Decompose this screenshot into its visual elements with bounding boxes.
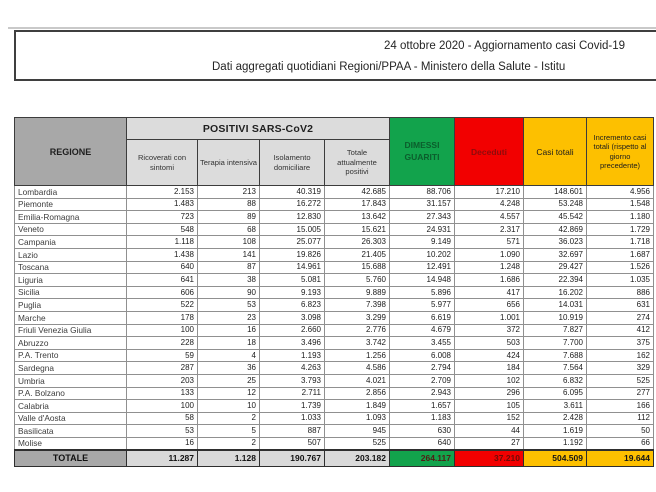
table-row <box>15 349 654 362</box>
value-cell: 22.394 <box>524 274 587 287</box>
col-header-incremento: Incremento casi totali (rispetto al giorno precedente) <box>587 118 654 186</box>
value-cell: 296 <box>455 387 524 400</box>
value-cell: 1.718 <box>587 236 654 249</box>
value-cell: 12 <box>198 387 260 400</box>
value-cell: 417 <box>455 286 524 299</box>
value-cell: 16.272 <box>260 198 325 211</box>
value-cell: 184 <box>455 362 524 375</box>
table-row <box>15 211 654 224</box>
value-cell: 19.826 <box>260 248 325 261</box>
value-cell: 31.157 <box>390 198 455 211</box>
value-cell: 16 <box>127 437 198 450</box>
value-cell: 6.823 <box>260 299 325 312</box>
value-cell: 108 <box>198 236 260 249</box>
value-cell: 44 <box>455 425 524 438</box>
value-cell: 3.455 <box>390 337 455 350</box>
total-incremento: 19.644 <box>587 450 654 467</box>
value-cell: 1.739 <box>260 400 325 413</box>
table-row <box>15 425 654 438</box>
value-cell: 2.943 <box>390 387 455 400</box>
value-cell: 45.542 <box>524 211 587 224</box>
region-name: Liguria <box>15 274 127 287</box>
value-cell: 27.343 <box>390 211 455 224</box>
title-box <box>14 30 656 81</box>
value-cell: 27 <box>455 437 524 450</box>
value-cell: 4.557 <box>455 211 524 224</box>
value-cell: 38 <box>198 274 260 287</box>
col-header-terapia-intensiva: Terapia intensiva <box>198 140 260 186</box>
value-cell: 16.202 <box>524 286 587 299</box>
value-cell: 14.948 <box>390 274 455 287</box>
value-cell: 25.077 <box>260 236 325 249</box>
region-name: P.A. Bolzano <box>15 387 127 400</box>
value-cell: 40.319 <box>260 186 325 199</box>
col-header-regione: REGIONE <box>15 118 127 186</box>
value-cell: 1.093 <box>325 412 390 425</box>
table-row <box>15 311 654 324</box>
value-cell: 1.548 <box>587 198 654 211</box>
value-cell: 4.263 <box>260 362 325 375</box>
value-cell: 50 <box>587 425 654 438</box>
value-cell: 89 <box>198 211 260 224</box>
value-cell: 1.256 <box>325 349 390 362</box>
value-cell: 23 <box>198 311 260 324</box>
value-cell: 3.611 <box>524 400 587 413</box>
value-cell: 274 <box>587 311 654 324</box>
value-cell: 42.869 <box>524 223 587 236</box>
value-cell: 5.081 <box>260 274 325 287</box>
region-name: Friuli Venezia Giulia <box>15 324 127 337</box>
value-cell: 1.183 <box>390 412 455 425</box>
value-cell: 2.776 <box>325 324 390 337</box>
value-cell: 4 <box>198 349 260 362</box>
col-header-isolamento: Isolamento domiciliare <box>260 140 325 186</box>
table-row <box>15 236 654 249</box>
value-cell: 522 <box>127 299 198 312</box>
region-name: Veneto <box>15 223 127 236</box>
value-cell: 100 <box>127 400 198 413</box>
table-row <box>15 324 654 337</box>
value-cell: 162 <box>587 349 654 362</box>
value-cell: 17.210 <box>455 186 524 199</box>
header-row-group <box>15 118 654 140</box>
region-name: Campania <box>15 236 127 249</box>
col-header-ricoverati: Ricoverati con sintomi <box>127 140 198 186</box>
value-cell: 66 <box>587 437 654 450</box>
region-name: Calabria <box>15 400 127 413</box>
value-cell: 277 <box>587 387 654 400</box>
value-cell: 6.095 <box>524 387 587 400</box>
value-cell: 1.001 <box>455 311 524 324</box>
value-cell: 2.317 <box>455 223 524 236</box>
col-header-totale-positivi: Totale attualmente positivi <box>325 140 390 186</box>
value-cell: 329 <box>587 362 654 375</box>
value-cell: 2 <box>198 412 260 425</box>
value-cell: 21.405 <box>325 248 390 261</box>
value-cell: 105 <box>455 400 524 413</box>
value-cell: 1.090 <box>455 248 524 261</box>
total-label: TOTALE <box>15 450 127 467</box>
value-cell: 15.688 <box>325 261 390 274</box>
value-cell: 102 <box>455 374 524 387</box>
value-cell: 2.856 <box>325 387 390 400</box>
value-cell: 9.889 <box>325 286 390 299</box>
value-cell: 59 <box>127 349 198 362</box>
value-cell: 15.005 <box>260 223 325 236</box>
table-row <box>15 261 654 274</box>
value-cell: 1.619 <box>524 425 587 438</box>
value-cell: 18 <box>198 337 260 350</box>
value-cell: 571 <box>455 236 524 249</box>
value-cell: 5.760 <box>325 274 390 287</box>
value-cell: 36.023 <box>524 236 587 249</box>
value-cell: 2.428 <box>524 412 587 425</box>
value-cell: 24.931 <box>390 223 455 236</box>
value-cell: 7.827 <box>524 324 587 337</box>
table-row <box>15 362 654 375</box>
value-cell: 87 <box>198 261 260 274</box>
title-line-1: 24 ottobre 2020 - Aggiornamento casi Covid-19 <box>384 40 626 52</box>
region-name: Marche <box>15 311 127 324</box>
value-cell: 16 <box>198 324 260 337</box>
value-cell: 3.793 <box>260 374 325 387</box>
total-ricoverati: 11.287 <box>127 450 198 467</box>
value-cell: 4.679 <box>390 324 455 337</box>
region-name: Basilicata <box>15 425 127 438</box>
value-cell: 68 <box>198 223 260 236</box>
region-name: Puglia <box>15 299 127 312</box>
region-name: Emilia-Romagna <box>15 211 127 224</box>
value-cell: 4.021 <box>325 374 390 387</box>
region-name: Valle d'Aosta <box>15 412 127 425</box>
value-cell: 42.685 <box>325 186 390 199</box>
value-cell: 14.031 <box>524 299 587 312</box>
value-cell: 7.398 <box>325 299 390 312</box>
value-cell: 1.657 <box>390 400 455 413</box>
total-terapia-intensiva: 1.128 <box>198 450 260 467</box>
value-cell: 7.688 <box>524 349 587 362</box>
value-cell: 1.035 <box>587 274 654 287</box>
value-cell: 90 <box>198 286 260 299</box>
value-cell: 641 <box>127 274 198 287</box>
value-cell: 4.956 <box>587 186 654 199</box>
value-cell: 507 <box>260 437 325 450</box>
value-cell: 1.729 <box>587 223 654 236</box>
value-cell: 503 <box>455 337 524 350</box>
value-cell: 2.794 <box>390 362 455 375</box>
value-cell: 287 <box>127 362 198 375</box>
region-name: Sicilia <box>15 286 127 299</box>
value-cell: 7.564 <box>524 362 587 375</box>
value-cell: 88.706 <box>390 186 455 199</box>
value-cell: 203 <box>127 374 198 387</box>
region-name: Piemonte <box>15 198 127 211</box>
value-cell: 606 <box>127 286 198 299</box>
value-cell: 13.642 <box>325 211 390 224</box>
value-cell: 88 <box>198 198 260 211</box>
value-cell: 945 <box>325 425 390 438</box>
value-cell: 17.843 <box>325 198 390 211</box>
value-cell: 525 <box>587 374 654 387</box>
value-cell: 1.849 <box>325 400 390 413</box>
group-header-positivi: POSITIVI SARS-CoV2 <box>127 118 390 140</box>
col-header-casi-totali: Casi totali <box>524 118 587 186</box>
table-row <box>15 374 654 387</box>
region-name: Sardegna <box>15 362 127 375</box>
value-cell: 58 <box>127 412 198 425</box>
value-cell: 1.526 <box>587 261 654 274</box>
value-cell: 228 <box>127 337 198 350</box>
value-cell: 525 <box>325 437 390 450</box>
value-cell: 4.586 <box>325 362 390 375</box>
value-cell: 1.192 <box>524 437 587 450</box>
value-cell: 141 <box>198 248 260 261</box>
value-cell: 3.496 <box>260 337 325 350</box>
region-name: Toscana <box>15 261 127 274</box>
value-cell: 100 <box>127 324 198 337</box>
value-cell: 2.660 <box>260 324 325 337</box>
value-cell: 112 <box>587 412 654 425</box>
total-isolamento: 190.767 <box>260 450 325 467</box>
table-row <box>15 299 654 312</box>
table-row <box>15 186 654 199</box>
value-cell: 6.832 <box>524 374 587 387</box>
title-line-2: Dati aggregati quotidiani Regioni/PPAA - Ministero della Salute - Istitu <box>212 61 566 73</box>
value-cell: 32.697 <box>524 248 587 261</box>
value-cell: 1.687 <box>587 248 654 261</box>
value-cell: 630 <box>390 425 455 438</box>
value-cell: 12.830 <box>260 211 325 224</box>
region-name: Lombardia <box>15 186 127 199</box>
region-name: P.A. Trento <box>15 349 127 362</box>
value-cell: 424 <box>455 349 524 362</box>
value-cell: 548 <box>127 223 198 236</box>
value-cell: 36 <box>198 362 260 375</box>
value-cell: 53.248 <box>524 198 587 211</box>
value-cell: 375 <box>587 337 654 350</box>
value-cell: 10.919 <box>524 311 587 324</box>
value-cell: 29.427 <box>524 261 587 274</box>
value-cell: 4.248 <box>455 198 524 211</box>
value-cell: 5.977 <box>390 299 455 312</box>
table-row <box>15 223 654 236</box>
table-row <box>15 400 654 413</box>
value-cell: 1.438 <box>127 248 198 261</box>
covid-regional-table <box>14 117 654 467</box>
value-cell: 10 <box>198 400 260 413</box>
value-cell: 372 <box>455 324 524 337</box>
total-deceduti: 37.210 <box>455 450 524 467</box>
table-row <box>15 337 654 350</box>
value-cell: 53 <box>127 425 198 438</box>
col-header-dimessi-guariti: DIMESSI GUARITI <box>390 118 455 186</box>
total-attualmente-positivi: 203.182 <box>325 450 390 467</box>
table-row <box>15 437 654 450</box>
value-cell: 1.483 <box>127 198 198 211</box>
value-cell: 640 <box>390 437 455 450</box>
value-cell: 723 <box>127 211 198 224</box>
region-name: Molise <box>15 437 127 450</box>
top-divider-line <box>8 27 656 29</box>
value-cell: 14.961 <box>260 261 325 274</box>
value-cell: 5 <box>198 425 260 438</box>
value-cell: 2 <box>198 437 260 450</box>
table-row <box>15 248 654 261</box>
value-cell: 133 <box>127 387 198 400</box>
value-cell: 152 <box>455 412 524 425</box>
value-cell: 3.742 <box>325 337 390 350</box>
value-cell: 2.711 <box>260 387 325 400</box>
value-cell: 7.700 <box>524 337 587 350</box>
table-row <box>15 274 654 287</box>
value-cell: 886 <box>587 286 654 299</box>
value-cell: 1.118 <box>127 236 198 249</box>
value-cell: 887 <box>260 425 325 438</box>
value-cell: 1.193 <box>260 349 325 362</box>
value-cell: 9.193 <box>260 286 325 299</box>
value-cell: 656 <box>455 299 524 312</box>
value-cell: 2.153 <box>127 186 198 199</box>
value-cell: 53 <box>198 299 260 312</box>
value-cell: 213 <box>198 186 260 199</box>
total-row <box>15 450 654 467</box>
table-body <box>15 186 654 450</box>
value-cell: 15.621 <box>325 223 390 236</box>
value-cell: 631 <box>587 299 654 312</box>
region-name: Abruzzo <box>15 337 127 350</box>
value-cell: 1.686 <box>455 274 524 287</box>
value-cell: 3.098 <box>260 311 325 324</box>
value-cell: 9.149 <box>390 236 455 249</box>
value-cell: 25 <box>198 374 260 387</box>
col-header-deceduti: Deceduti <box>455 118 524 186</box>
value-cell: 1.033 <box>260 412 325 425</box>
total-casi-totali: 504.509 <box>524 450 587 467</box>
value-cell: 166 <box>587 400 654 413</box>
table-row <box>15 286 654 299</box>
region-name: Lazio <box>15 248 127 261</box>
value-cell: 412 <box>587 324 654 337</box>
value-cell: 1.248 <box>455 261 524 274</box>
value-cell: 1.180 <box>587 211 654 224</box>
value-cell: 178 <box>127 311 198 324</box>
value-cell: 5.896 <box>390 286 455 299</box>
total-dimessi-guariti: 264.117 <box>390 450 455 467</box>
value-cell: 3.299 <box>325 311 390 324</box>
table-row <box>15 387 654 400</box>
region-name: Umbria <box>15 374 127 387</box>
value-cell: 640 <box>127 261 198 274</box>
value-cell: 12.491 <box>390 261 455 274</box>
value-cell: 148.601 <box>524 186 587 199</box>
table-row <box>15 412 654 425</box>
value-cell: 26.303 <box>325 236 390 249</box>
value-cell: 10.202 <box>390 248 455 261</box>
value-cell: 6.008 <box>390 349 455 362</box>
value-cell: 2.709 <box>390 374 455 387</box>
table-row <box>15 198 654 211</box>
value-cell: 6.619 <box>390 311 455 324</box>
